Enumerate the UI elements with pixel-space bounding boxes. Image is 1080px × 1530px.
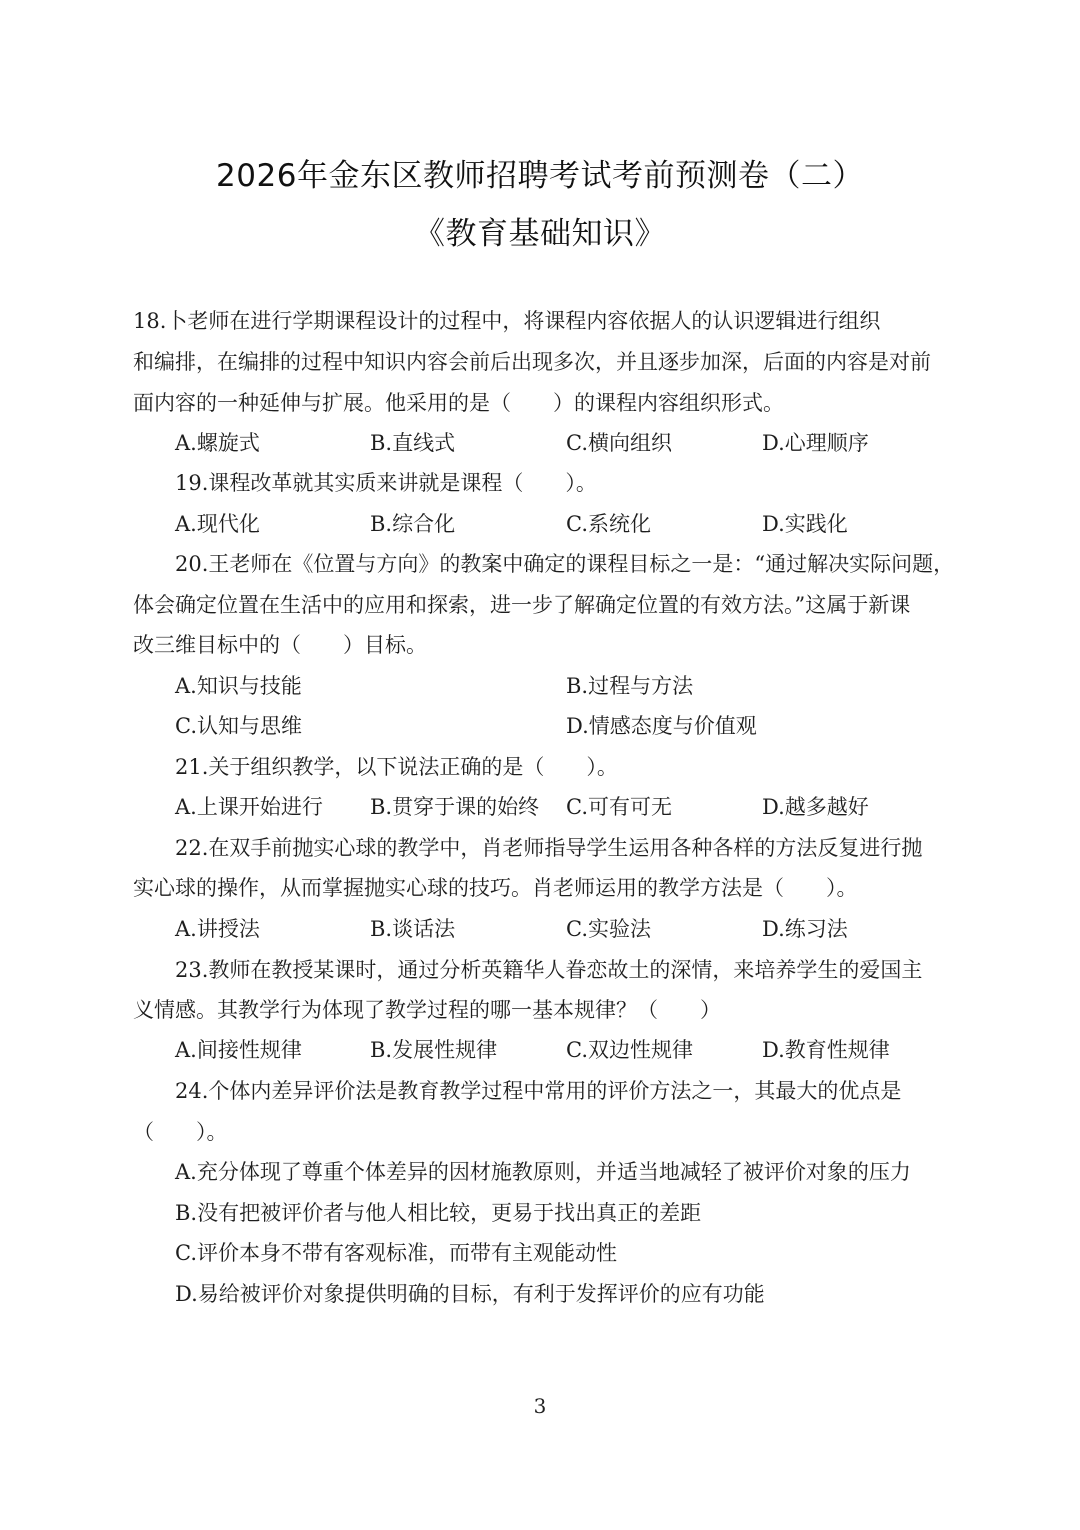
option-b: B.谈话法 [370,917,456,941]
page-subtitle: 《教育基础知识》 [414,216,666,252]
option-c: C.系统化 [566,512,651,536]
option-c: C.认知与思维 [175,714,302,738]
option-a: A.知识与技能 [175,674,302,698]
option-a: A.充分体现了尊重个体差异的因材施教原则，并适当地减轻了被评价对象的压力 [175,1160,911,1184]
question-text-line: 23.教师在教授某课时，通过分析英籍华人眷恋故土的深情，来培养学生的爱国主 [175,958,923,982]
question-text-line: 和编排，在编排的过程中知识内容会前后出现多次，并且逐步加深，后面的内容是对前 [133,350,931,374]
option-b: B.没有把被评价者与他人相比较，更易于找出真正的差距 [175,1201,702,1225]
option-d: D.心理顺序 [762,431,869,455]
option-a: A.现代化 [175,512,260,536]
option-d: D.易给被评价对象提供明确的目标，有利于发挥评价的应有功能 [175,1282,765,1306]
option-a: A.讲授法 [175,917,260,941]
question-text-line: 18.卜老师在进行学期课程设计的过程中，将课程内容依据人的认识逻辑进行组织 [133,309,881,333]
option-d: D.练习法 [762,917,848,941]
option-c: C.双边性规律 [566,1038,693,1062]
question-text-line: （ ）。 [133,1120,228,1144]
question-text-line: 21.关于组织教学，以下说法正确的是（ ）。 [175,755,618,779]
option-b: B.综合化 [370,512,456,536]
question-text-line: 义情感。其教学行为体现了教学过程的哪一基本规律？（ ） [133,998,721,1022]
option-b: B.发展性规律 [370,1038,498,1062]
question-text-line: 20.王老师在《位置与方向》的教案中确定的课程目标之一是：“通过解决实际问题， [175,552,955,576]
question-text-line: 24.个体内差异评价法是教育教学过程中常用的评价方法之一，其最大的优点是 [175,1079,902,1103]
option-c: C.实验法 [566,917,651,941]
option-d: D.实践化 [762,512,848,536]
option-c: C.可有可无 [566,795,672,819]
option-d: D.越多越好 [762,795,869,819]
option-a: A.螺旋式 [175,431,260,455]
option-b: B.直线式 [370,431,456,455]
page-title: 2026年金东区教师招聘考试考前预测卷（二） [216,158,864,194]
question-text-line: 面内容的一种延伸与扩展。他采用的是（ ）的课程内容组织形式。 [133,391,784,415]
option-c: C.横向组织 [566,431,672,455]
question-text-line: 22.在双手前抛实心球的教学中，肖老师指导学生运用各种各样的方法反复进行抛 [175,836,923,860]
question-text-line: 改三维目标中的（ ）目标。 [133,633,427,657]
option-a: A.间接性规律 [175,1038,302,1062]
option-b: B.贯穿于课的始终 [370,795,540,819]
question-text-line: 19.课程改革就其实质来讲就是课程（ ）。 [175,471,597,495]
page-number: 3 [533,1394,547,1418]
option-b: B.过程与方法 [566,674,694,698]
option-d: D.情感态度与价值观 [566,714,757,738]
question-text-line: 体会确定位置在生活中的应用和探索，进一步了解确定位置的有效方法。”这属于新课 [133,593,911,617]
option-a: A.上课开始进行 [175,795,323,819]
option-c: C.评价本身不带有客观标准，而带有主观能动性 [175,1241,617,1265]
option-d: D.教育性规律 [762,1038,890,1062]
question-text-line: 实心球的操作，从而掌握抛实心球的技巧。肖老师运用的教学方法是（ ）。 [133,876,858,900]
